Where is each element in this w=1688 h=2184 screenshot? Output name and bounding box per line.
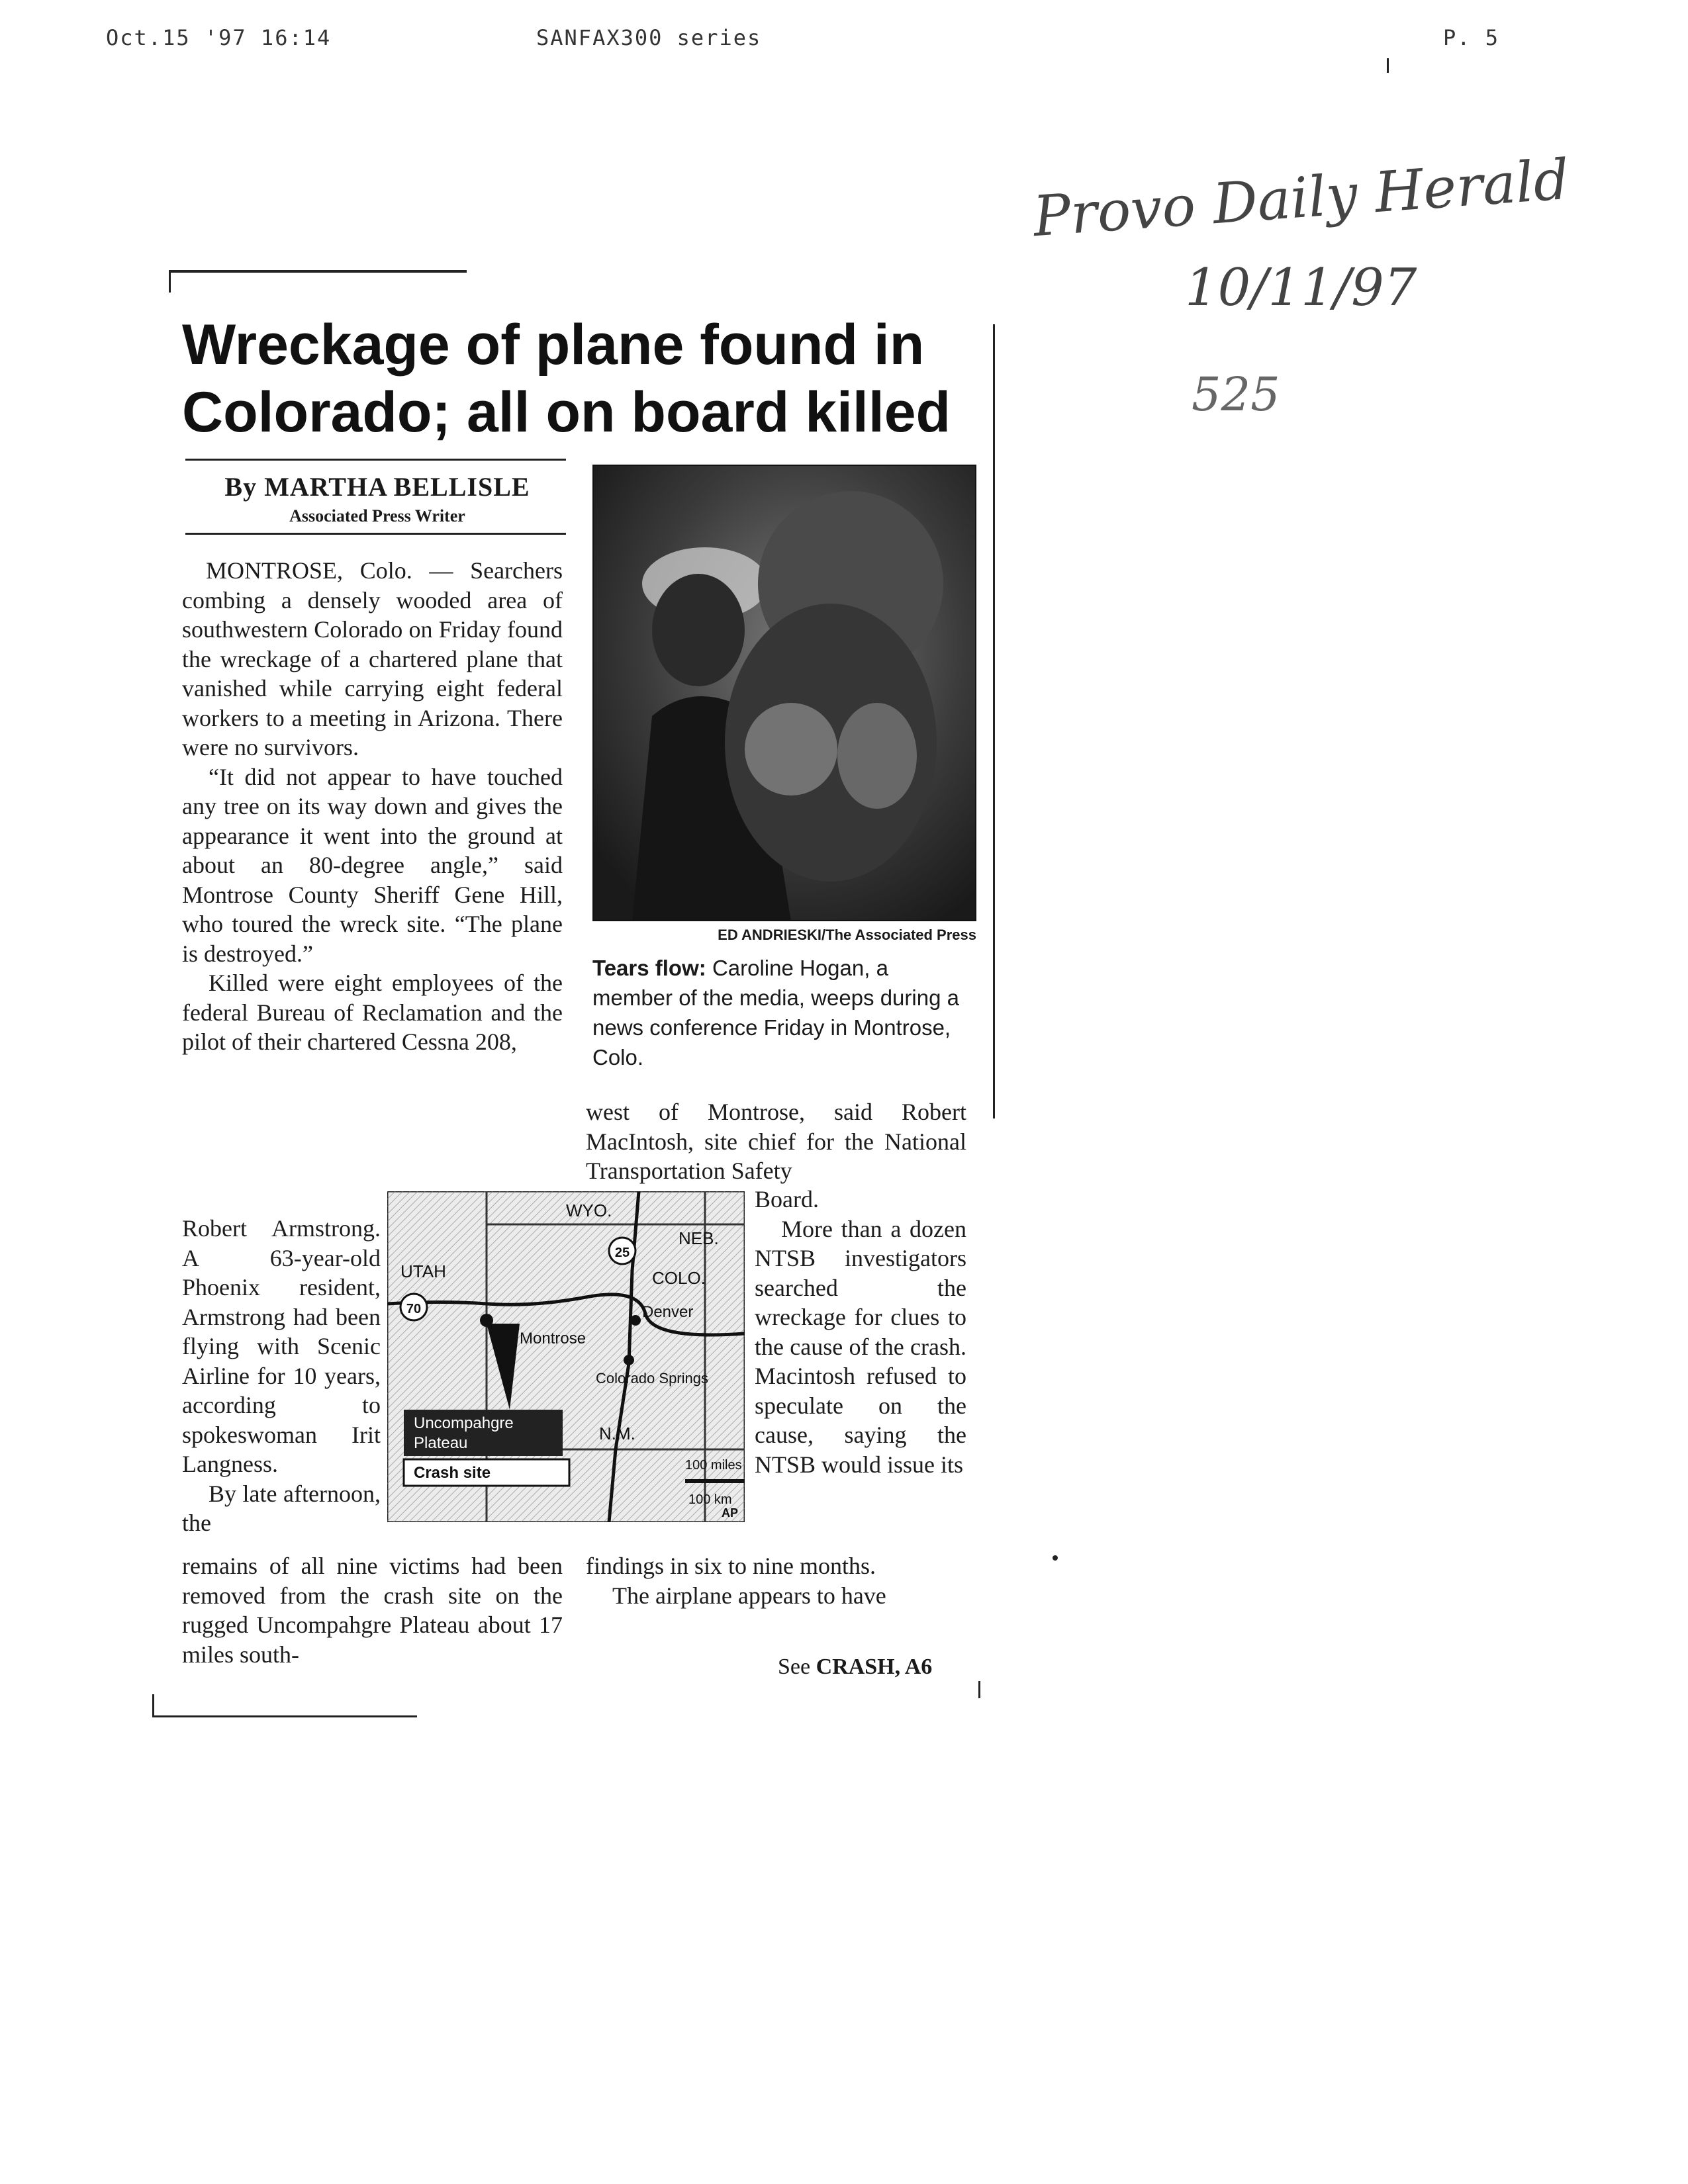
article-column-1-bottom [182, 1551, 563, 1669]
headline-rule [185, 459, 566, 461]
photo-credit: ED ANDRIESKI/The Associated Press [718, 927, 976, 943]
article-column-2 [586, 1097, 966, 1186]
handwritten-date: 10/11/97 [1185, 258, 1417, 318]
fax-speck [978, 1681, 980, 1698]
clipping-left-edge [169, 270, 171, 293]
caption-lead: Tears flow: [592, 956, 706, 980]
article-headline [182, 311, 990, 446]
article-column-1-narrow [182, 1214, 381, 1538]
scale-miles-label: 100 miles [685, 1458, 742, 1473]
see-label: See [778, 1655, 811, 1679]
paragraph: Killed were eight employees of the federal Bureau of Reclamation and the pilot of their chartered Cessna 208, [182, 970, 563, 1055]
handwritten-number: 525 [1192, 367, 1280, 422]
paragraph: By late afternoon, the [182, 1480, 381, 1536]
interstate-70-label: 70 [406, 1302, 422, 1316]
interstate-25-label: 25 [614, 1246, 630, 1260]
crash-site-marker [480, 1314, 493, 1327]
headline-line-2: Colorado; all on board killed [182, 381, 951, 444]
paragraph: Robert Armstrong. A 63-year-old Phoenix resident, Armstrong had been flying with Scenic Airline for 10 years, according to spokeswoman Irit Langness. [182, 1215, 381, 1477]
paragraph: remains of all nine victims had been removed from the crash site on the rugged Uncompahgre Plateau about 17 miles south- [182, 1553, 563, 1668]
map-label-colorado-springs: Colorado Springs [596, 1370, 708, 1387]
clipping-bottom-rule [152, 1715, 417, 1717]
continuation-page: CRASH, A6 [816, 1655, 933, 1679]
map-label-new-mexico: N.M. [599, 1424, 635, 1443]
article-column-1 [182, 556, 563, 1057]
map-label-nebraska: NEB. [679, 1228, 719, 1248]
fax-speck [1387, 58, 1389, 73]
scale-km-label: 100 km [688, 1492, 732, 1507]
callout-line-1: Uncompahgre [414, 1414, 514, 1432]
montrose-dot [504, 1325, 515, 1336]
fax-timestamp: Oct.15 '97 16:14 [106, 25, 332, 50]
callout-line-2: Plateau [414, 1434, 468, 1452]
paragraph: More than a dozen NTSB investigators searched the wreckage for clues to the cause of the crash. Macintosh refused to speculate on the cause, saying the NTSB would issue its [755, 1215, 966, 1478]
paragraph: “It did not appear to have touched any tree on its way down and gives the appearance it went into the ground at about an 80-degree angle,” said Montrose County Sheriff Gene Hill, who toured the wreck site. “The plane is destroyed.” [182, 763, 563, 967]
map-label-montrose: Montrose [520, 1330, 586, 1347]
colorado-springs-dot [624, 1355, 634, 1365]
photo-caption [592, 953, 973, 1072]
map-credit: AP [722, 1506, 739, 1520]
article-column-2-bottom [586, 1551, 966, 1610]
fax-machine-name: SANFAX300 series [536, 25, 762, 50]
paragraph: Board. [755, 1186, 819, 1212]
locator-map [387, 1191, 745, 1522]
byline-title: Associated Press Writer [289, 506, 465, 525]
clipping-right-edge [993, 324, 995, 1118]
caption-text: Caroline Hogan, a member of the media, weeps during a news conference Friday in Montrose, Colo. [592, 956, 959, 1069]
clipping-top-rule [169, 270, 467, 273]
map-label-wyoming: WYO. [566, 1201, 612, 1220]
map-label-denver: Denver [642, 1303, 694, 1321]
byline-rule [185, 533, 566, 535]
denver-dot [630, 1315, 641, 1326]
handwritten-publication: Provo Daily Herald [1031, 146, 1571, 250]
byline-author: By MARTHA BELLISLE [224, 472, 530, 502]
fax-page-number: P. 5 [1443, 25, 1500, 50]
clipping-bottom-left-edge [152, 1694, 154, 1717]
paragraph: MONTROSE, Colo. — Searchers combing a densely wooded area of southwestern Colorado on Friday found the wreckage of a chartered plane that vanished while carrying eight federal workers to a meeting in Arizona. There were no survivors. [182, 557, 563, 760]
map-label-utah: UTAH [400, 1261, 446, 1281]
continuation-reference [778, 1655, 932, 1680]
crash-site-label: Crash site [414, 1464, 491, 1482]
paragraph: west of Montrose, said Robert MacIntosh, site chief for the National Transportation Safety [586, 1099, 966, 1184]
paragraph: findings in six to nine months. [586, 1553, 876, 1579]
article-column-2-narrow [755, 1185, 966, 1479]
news-photo [592, 465, 976, 921]
headline-line-1: Wreckage of plane found in [182, 313, 925, 377]
map-label-colorado: COLO. [652, 1268, 706, 1288]
fax-speck [1053, 1555, 1058, 1561]
paragraph: The airplane appears to have [612, 1582, 886, 1609]
byline [192, 471, 563, 526]
